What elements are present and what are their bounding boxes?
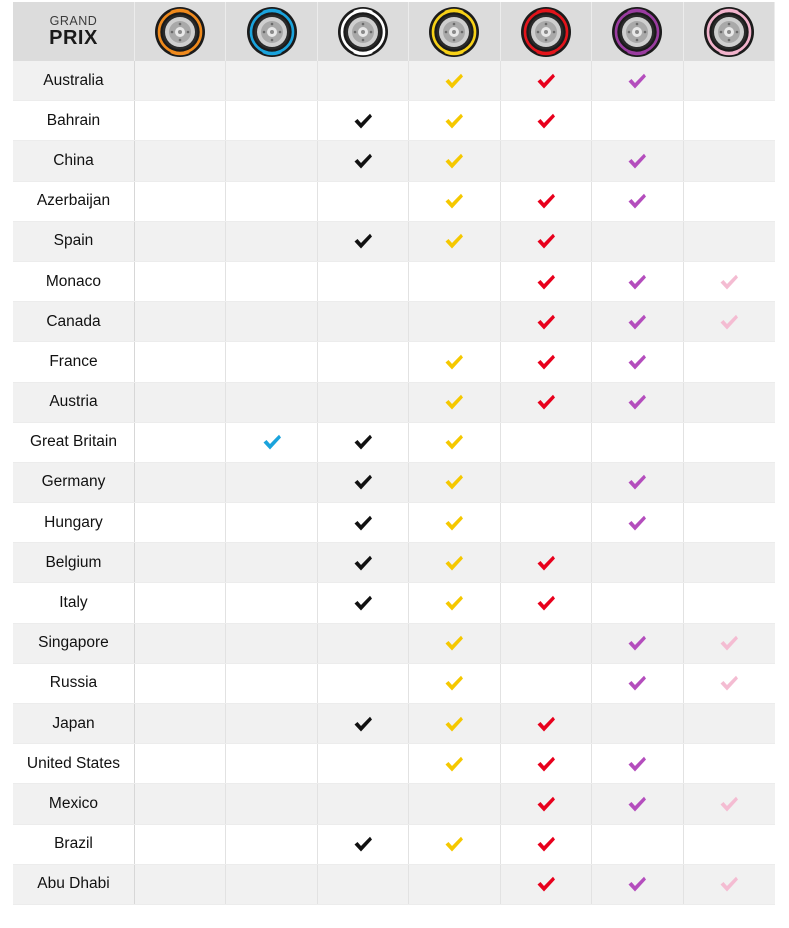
checkmark-icon xyxy=(627,634,647,652)
checkmark-icon xyxy=(536,875,556,893)
tyre-header-cell xyxy=(501,2,592,61)
compound-cell xyxy=(135,383,226,422)
tyre-icon xyxy=(703,6,755,58)
compound-cell xyxy=(684,624,775,663)
compound-cell xyxy=(592,302,683,341)
tyre-header-cell xyxy=(409,2,500,61)
compound-cell xyxy=(684,61,775,100)
compound-cell xyxy=(501,262,592,301)
compound-cell xyxy=(409,342,500,381)
compound-cell xyxy=(501,463,592,502)
compound-cell xyxy=(409,101,500,140)
compound-cell xyxy=(501,182,592,221)
grand-prix-name: Monaco xyxy=(13,262,135,301)
checkmark-icon xyxy=(536,554,556,572)
grand-prix-name: Brazil xyxy=(13,825,135,864)
checkmark-icon xyxy=(536,273,556,291)
compound-cell xyxy=(409,784,500,823)
tyre-icon xyxy=(154,6,206,58)
table-row xyxy=(13,865,775,905)
compound-cell xyxy=(409,262,500,301)
compound-cell xyxy=(409,503,500,542)
compound-cell xyxy=(318,383,409,422)
compound-cell xyxy=(226,182,317,221)
compound-cell xyxy=(592,101,683,140)
compound-cell xyxy=(501,383,592,422)
compound-cell xyxy=(318,423,409,462)
checkmark-icon xyxy=(627,192,647,210)
checkmark-icon xyxy=(536,715,556,733)
grand-prix-logo-cell xyxy=(13,2,135,61)
checkmark-icon xyxy=(444,674,464,692)
tyre-compound-table xyxy=(13,2,775,905)
compound-cell xyxy=(409,543,500,582)
grand-prix-name: Japan xyxy=(13,704,135,743)
checkmark-icon xyxy=(353,232,373,250)
checkmark-icon xyxy=(444,353,464,371)
compound-cell xyxy=(135,141,226,180)
compound-cell xyxy=(684,182,775,221)
compound-cell xyxy=(135,624,226,663)
checkmark-icon xyxy=(719,634,739,652)
compound-cell xyxy=(592,423,683,462)
table-row xyxy=(13,222,775,262)
table-row xyxy=(13,101,775,141)
checkmark-icon xyxy=(536,755,556,773)
checkmark-icon xyxy=(353,835,373,853)
checkmark-icon xyxy=(719,674,739,692)
checkmark-icon xyxy=(262,433,282,451)
compound-cell xyxy=(226,784,317,823)
tyre-icon xyxy=(337,6,389,58)
compound-cell xyxy=(592,383,683,422)
checkmark-icon xyxy=(627,353,647,371)
compound-cell xyxy=(592,825,683,864)
checkmark-icon xyxy=(353,473,373,491)
compound-cell xyxy=(501,704,592,743)
compound-cell xyxy=(135,784,226,823)
compound-cell xyxy=(135,222,226,261)
compound-cell xyxy=(226,141,317,180)
table-row xyxy=(13,543,775,583)
compound-cell xyxy=(501,825,592,864)
compound-cell xyxy=(226,865,317,904)
compound-cell xyxy=(684,503,775,542)
compound-cell xyxy=(684,423,775,462)
compound-cell xyxy=(226,222,317,261)
checkmark-icon xyxy=(627,152,647,170)
compound-cell xyxy=(135,825,226,864)
compound-cell xyxy=(318,141,409,180)
grand-prix-name: Belgium xyxy=(13,543,135,582)
checkmark-icon xyxy=(444,152,464,170)
compound-cell xyxy=(409,222,500,261)
compound-cell xyxy=(501,302,592,341)
compound-cell xyxy=(684,463,775,502)
compound-cell xyxy=(318,463,409,502)
compound-cell xyxy=(318,784,409,823)
compound-cell xyxy=(501,222,592,261)
checkmark-icon xyxy=(353,433,373,451)
compound-cell xyxy=(318,543,409,582)
compound-cell xyxy=(501,543,592,582)
compound-cell xyxy=(684,262,775,301)
table-header-row xyxy=(13,2,775,61)
checkmark-icon xyxy=(536,192,556,210)
compound-cell xyxy=(409,383,500,422)
checkmark-icon xyxy=(444,634,464,652)
table-row xyxy=(13,503,775,543)
table-row xyxy=(13,704,775,744)
compound-cell xyxy=(592,503,683,542)
table-row xyxy=(13,624,775,664)
compound-cell xyxy=(684,342,775,381)
checkmark-icon xyxy=(536,353,556,371)
compound-cell xyxy=(409,423,500,462)
compound-cell xyxy=(226,825,317,864)
checkmark-icon xyxy=(536,72,556,90)
compound-cell xyxy=(684,543,775,582)
checkmark-icon xyxy=(444,393,464,411)
compound-cell xyxy=(501,624,592,663)
compound-cell xyxy=(135,423,226,462)
compound-cell xyxy=(318,342,409,381)
checkmark-icon xyxy=(353,554,373,572)
compound-cell xyxy=(592,182,683,221)
compound-cell xyxy=(409,182,500,221)
compound-cell xyxy=(318,262,409,301)
compound-cell xyxy=(318,101,409,140)
compound-cell xyxy=(226,704,317,743)
compound-cell xyxy=(684,704,775,743)
compound-cell xyxy=(226,583,317,622)
grand-prix-name: Bahrain xyxy=(13,101,135,140)
compound-cell xyxy=(226,463,317,502)
table-row xyxy=(13,423,775,463)
compound-cell xyxy=(592,704,683,743)
compound-cell xyxy=(135,302,226,341)
compound-cell xyxy=(501,744,592,783)
compound-cell xyxy=(592,865,683,904)
compound-cell xyxy=(135,262,226,301)
compound-cell xyxy=(684,222,775,261)
tyre-header-cell xyxy=(318,2,409,61)
compound-cell xyxy=(592,222,683,261)
compound-cell xyxy=(226,543,317,582)
compound-cell xyxy=(226,302,317,341)
compound-cell xyxy=(318,182,409,221)
compound-cell xyxy=(684,383,775,422)
compound-cell xyxy=(135,744,226,783)
compound-cell xyxy=(592,583,683,622)
compound-cell xyxy=(409,704,500,743)
grand-prix-name: United States xyxy=(13,744,135,783)
grand-prix-name: Singapore xyxy=(13,624,135,663)
checkmark-icon xyxy=(444,755,464,773)
grand-prix-name: Great Britain xyxy=(13,423,135,462)
checkmark-icon xyxy=(444,433,464,451)
compound-cell xyxy=(226,61,317,100)
checkmark-icon xyxy=(536,313,556,331)
compound-cell xyxy=(592,342,683,381)
checkmark-icon xyxy=(536,835,556,853)
compound-cell xyxy=(318,704,409,743)
compound-cell xyxy=(318,624,409,663)
compound-cell xyxy=(592,543,683,582)
grand-prix-name: Abu Dhabi xyxy=(13,865,135,904)
grand-prix-name: Italy xyxy=(13,583,135,622)
compound-cell xyxy=(684,302,775,341)
checkmark-icon xyxy=(627,875,647,893)
tyre-icon xyxy=(520,6,572,58)
checkmark-icon xyxy=(536,232,556,250)
table-row xyxy=(13,825,775,865)
grand-prix-name: Azerbaijan xyxy=(13,182,135,221)
checkmark-icon xyxy=(444,232,464,250)
compound-cell xyxy=(409,744,500,783)
table-row xyxy=(13,141,775,181)
checkmark-icon xyxy=(536,393,556,411)
table-row xyxy=(13,784,775,824)
table-row xyxy=(13,262,775,302)
grand-prix-logo xyxy=(49,15,98,48)
compound-cell xyxy=(318,583,409,622)
compound-cell xyxy=(501,101,592,140)
table-row xyxy=(13,664,775,704)
compound-cell xyxy=(318,664,409,703)
checkmark-icon xyxy=(444,112,464,130)
compound-cell xyxy=(684,825,775,864)
compound-cell xyxy=(592,664,683,703)
compound-cell xyxy=(409,463,500,502)
compound-cell xyxy=(318,503,409,542)
compound-cell xyxy=(318,744,409,783)
compound-cell xyxy=(226,744,317,783)
checkmark-icon xyxy=(444,715,464,733)
checkmark-icon xyxy=(353,112,373,130)
checkmark-icon xyxy=(353,152,373,170)
table-row xyxy=(13,383,775,423)
compound-cell xyxy=(684,784,775,823)
compound-cell xyxy=(684,664,775,703)
checkmark-icon xyxy=(536,112,556,130)
compound-cell xyxy=(592,624,683,663)
compound-cell xyxy=(226,262,317,301)
compound-cell xyxy=(409,865,500,904)
compound-cell xyxy=(592,784,683,823)
compound-cell xyxy=(226,383,317,422)
tyre-header-cell xyxy=(135,2,226,61)
compound-cell xyxy=(501,61,592,100)
checkmark-icon xyxy=(536,795,556,813)
compound-cell xyxy=(318,825,409,864)
compound-cell xyxy=(501,583,592,622)
checkmark-icon xyxy=(444,192,464,210)
compound-cell xyxy=(409,664,500,703)
compound-cell xyxy=(135,182,226,221)
compound-cell xyxy=(226,423,317,462)
compound-cell xyxy=(135,704,226,743)
compound-cell xyxy=(684,583,775,622)
compound-cell xyxy=(135,664,226,703)
table-row xyxy=(13,583,775,623)
checkmark-icon xyxy=(444,72,464,90)
compound-cell xyxy=(409,583,500,622)
grand-prix-name: China xyxy=(13,141,135,180)
compound-cell xyxy=(318,865,409,904)
compound-cell xyxy=(135,61,226,100)
compound-cell xyxy=(409,302,500,341)
checkmark-icon xyxy=(444,514,464,532)
compound-cell xyxy=(226,101,317,140)
grand-prix-name: Austria xyxy=(13,383,135,422)
compound-cell xyxy=(501,865,592,904)
compound-cell xyxy=(501,423,592,462)
compound-cell xyxy=(592,463,683,502)
table-row xyxy=(13,61,775,101)
table-row xyxy=(13,463,775,503)
checkmark-icon xyxy=(627,393,647,411)
tyre-icon xyxy=(428,6,480,58)
compound-cell xyxy=(226,342,317,381)
compound-cell xyxy=(135,583,226,622)
compound-cell xyxy=(226,503,317,542)
compound-cell xyxy=(135,463,226,502)
checkmark-icon xyxy=(719,273,739,291)
checkmark-icon xyxy=(627,795,647,813)
compound-cell xyxy=(409,825,500,864)
compound-cell xyxy=(135,865,226,904)
checkmark-icon xyxy=(627,514,647,532)
checkmark-icon xyxy=(627,674,647,692)
grand-prix-name: Canada xyxy=(13,302,135,341)
compound-cell xyxy=(592,141,683,180)
grand-prix-name: Mexico xyxy=(13,784,135,823)
checkmark-icon xyxy=(353,594,373,612)
grand-prix-name: Spain xyxy=(13,222,135,261)
compound-cell xyxy=(684,744,775,783)
compound-cell xyxy=(409,61,500,100)
checkmark-icon xyxy=(353,514,373,532)
table-row xyxy=(13,342,775,382)
compound-cell xyxy=(684,101,775,140)
compound-cell xyxy=(592,744,683,783)
tyre-header-cell xyxy=(226,2,317,61)
logo-bottom-text: PRIX xyxy=(49,26,98,49)
checkmark-icon xyxy=(719,795,739,813)
compound-cell xyxy=(501,664,592,703)
compound-cell xyxy=(684,141,775,180)
compound-cell xyxy=(135,101,226,140)
checkmark-icon xyxy=(627,313,647,331)
compound-cell xyxy=(409,624,500,663)
checkmark-icon xyxy=(353,715,373,733)
tyre-header-cell xyxy=(684,2,775,61)
compound-cell xyxy=(501,141,592,180)
table-row xyxy=(13,182,775,222)
compound-cell xyxy=(318,222,409,261)
checkmark-icon xyxy=(444,594,464,612)
compound-cell xyxy=(501,503,592,542)
checkmark-icon xyxy=(536,594,556,612)
grand-prix-name: Germany xyxy=(13,463,135,502)
checkmark-icon xyxy=(444,835,464,853)
compound-cell xyxy=(592,61,683,100)
checkmark-icon xyxy=(719,875,739,893)
table-row xyxy=(13,302,775,342)
checkmark-icon xyxy=(444,554,464,572)
grand-prix-name: Australia xyxy=(13,61,135,100)
tyre-header-cell xyxy=(592,2,683,61)
compound-cell xyxy=(501,784,592,823)
compound-cell xyxy=(318,302,409,341)
checkmark-icon xyxy=(627,473,647,491)
checkmark-icon xyxy=(444,473,464,491)
compound-cell xyxy=(318,61,409,100)
compound-cell xyxy=(135,503,226,542)
table-row xyxy=(13,744,775,784)
compound-cell xyxy=(135,543,226,582)
grand-prix-name: Russia xyxy=(13,664,135,703)
compound-cell xyxy=(501,342,592,381)
checkmark-icon xyxy=(627,755,647,773)
compound-cell xyxy=(226,624,317,663)
grand-prix-name: France xyxy=(13,342,135,381)
compound-cell xyxy=(684,865,775,904)
logo-top-text: GRAND xyxy=(49,14,98,29)
compound-cell xyxy=(135,342,226,381)
grand-prix-name: Hungary xyxy=(13,503,135,542)
tyre-icon xyxy=(611,6,663,58)
checkmark-icon xyxy=(627,273,647,291)
checkmark-icon xyxy=(627,72,647,90)
compound-cell xyxy=(226,664,317,703)
compound-cell xyxy=(409,141,500,180)
checkmark-icon xyxy=(719,313,739,331)
tyre-icon xyxy=(246,6,298,58)
compound-cell xyxy=(592,262,683,301)
